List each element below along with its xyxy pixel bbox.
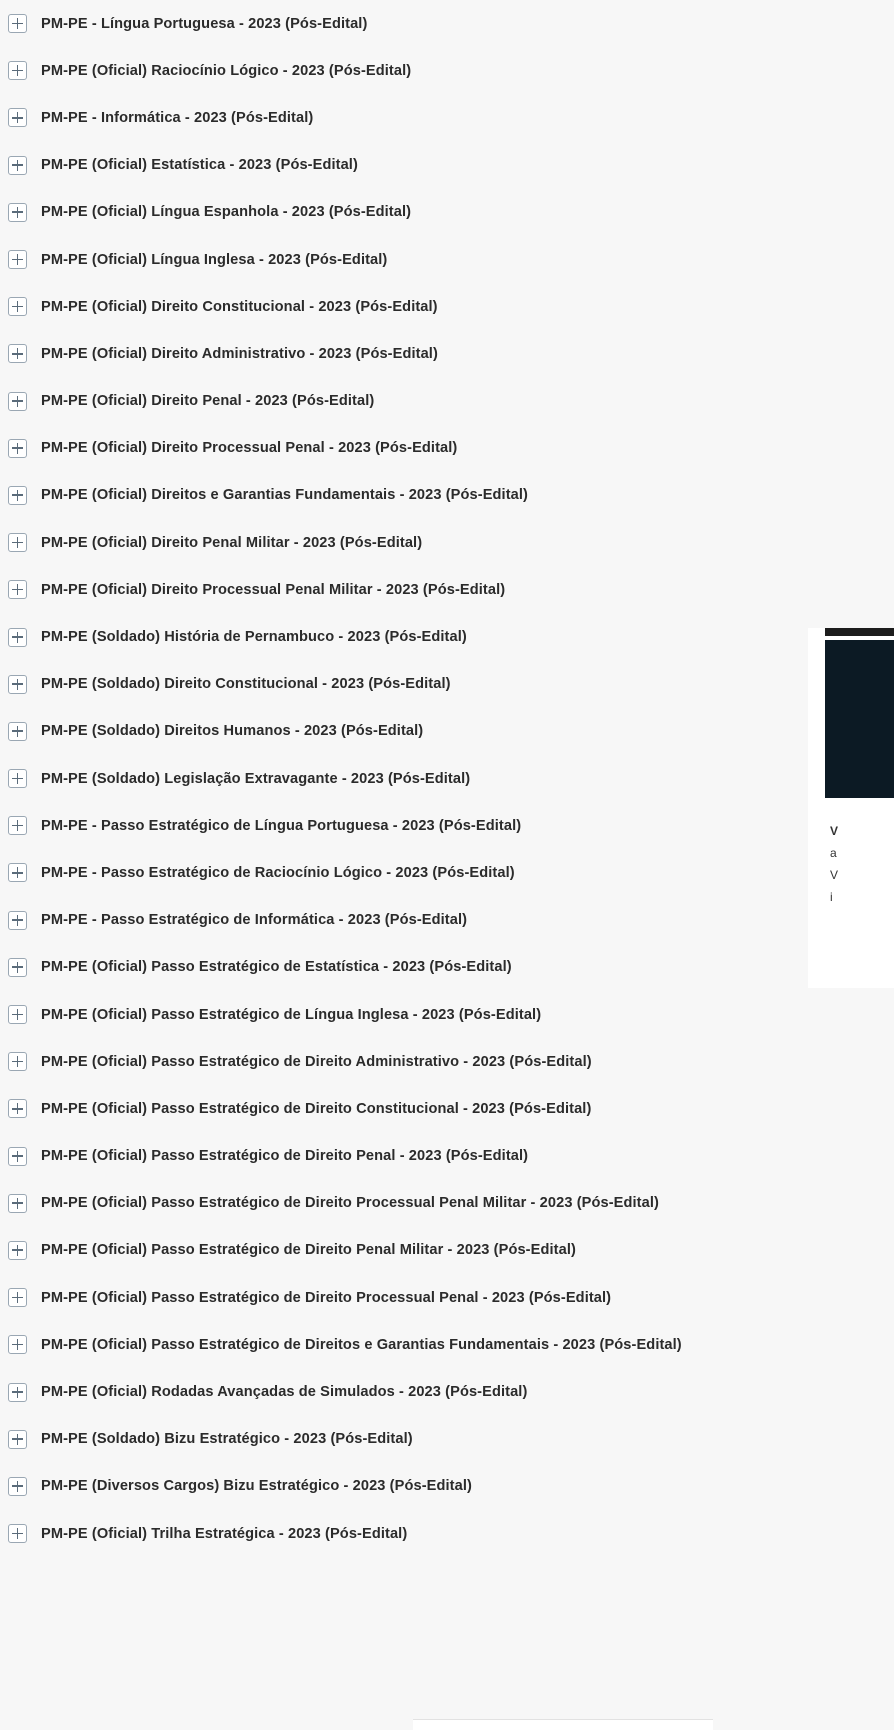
side-panel-line-b: a [830, 846, 837, 860]
list-item[interactable] [0, 802, 820, 849]
expand-plus-icon[interactable] [8, 297, 27, 316]
list-item[interactable] [0, 425, 820, 472]
course-title[interactable]: PM-PE (Oficial) Passo Estratégico de Direito Penal - 2023 (Pós-Edital) [41, 1148, 529, 1165]
list-item[interactable] [0, 1368, 820, 1415]
course-title[interactable]: PM-PE (Oficial) Raciocínio Lógico - 2023 (Pós-Edital) [41, 62, 412, 79]
expand-plus-icon[interactable] [8, 958, 27, 977]
list-item[interactable] [0, 755, 820, 802]
list-item[interactable] [0, 1510, 820, 1557]
course-title[interactable]: PM-PE - Passo Estratégico de Informática - 2023 (Pós-Edital) [41, 912, 468, 929]
expand-plus-icon[interactable] [8, 863, 27, 882]
course-title[interactable]: PM-PE (Oficial) Língua Inglesa - 2023 (Pós-Edital) [41, 251, 388, 268]
expand-plus-icon[interactable] [8, 1477, 27, 1496]
bottom-panel-edge [413, 1719, 713, 1730]
side-panel-thumbnail [825, 640, 894, 798]
list-item[interactable] [0, 519, 820, 566]
list-item[interactable] [0, 378, 820, 425]
course-title[interactable]: PM-PE (Oficial) Estatística - 2023 (Pós-Edital) [41, 157, 358, 174]
course-title[interactable]: PM-PE (Oficial) Passo Estratégico de Direito Processual Penal - 2023 (Pós-Edital) [41, 1289, 612, 1306]
course-title[interactable]: PM-PE - Passo Estratégico de Raciocínio Lógico - 2023 (Pós-Edital) [41, 864, 515, 881]
expand-plus-icon[interactable] [8, 580, 27, 599]
side-panel-line-c: V [830, 868, 839, 882]
course-title[interactable]: PM-PE (Soldado) Bizu Estratégico - 2023 (Pós-Edital) [41, 1431, 413, 1448]
expand-plus-icon[interactable] [8, 344, 27, 363]
list-item[interactable] [0, 189, 820, 236]
side-panel-line-d: i [830, 890, 833, 904]
expand-plus-icon[interactable] [8, 108, 27, 127]
list-item[interactable] [0, 330, 820, 377]
list-item[interactable] [0, 897, 820, 944]
list-item[interactable] [0, 1463, 820, 1510]
expand-plus-icon[interactable] [8, 628, 27, 647]
list-item[interactable] [0, 47, 820, 94]
course-title[interactable]: PM-PE (Oficial) Direitos e Garantias Fundamentais - 2023 (Pós-Edital) [41, 487, 528, 504]
expand-plus-icon[interactable] [8, 392, 27, 411]
list-item[interactable] [0, 944, 820, 991]
expand-plus-icon[interactable] [8, 1099, 27, 1118]
side-panel-sliver [808, 628, 894, 988]
expand-plus-icon[interactable] [8, 1147, 27, 1166]
course-title[interactable]: PM-PE (Oficial) Passo Estratégico de Direito Administrativo - 2023 (Pós-Edital) [41, 1053, 592, 1070]
list-item[interactable] [0, 472, 820, 519]
course-title[interactable]: PM-PE (Soldado) Direito Constitucional - 2023 (Pós-Edital) [41, 676, 451, 693]
course-title[interactable]: PM-PE (Oficial) Trilha Estratégica - 2023 (Pós-Edital) [41, 1525, 408, 1542]
side-panel-top-bar [825, 628, 894, 636]
expand-plus-icon[interactable] [8, 1288, 27, 1307]
course-title[interactable]: PM-PE (Diversos Cargos) Bizu Estratégico - 2023 (Pós-Edital) [41, 1478, 472, 1495]
list-item[interactable] [0, 0, 820, 47]
course-title[interactable]: PM-PE (Soldado) Direitos Humanos - 2023 (Pós-Edital) [41, 723, 424, 740]
list-item[interactable] [0, 613, 820, 660]
expand-plus-icon[interactable] [8, 675, 27, 694]
course-title[interactable]: PM-PE (Oficial) Direito Penal - 2023 (Pós-Edital) [41, 393, 375, 410]
expand-plus-icon[interactable] [8, 1241, 27, 1260]
expand-plus-icon[interactable] [8, 156, 27, 175]
course-title[interactable]: PM-PE (Oficial) Passo Estratégico de Estatística - 2023 (Pós-Edital) [41, 959, 512, 976]
list-item[interactable] [0, 1085, 820, 1132]
expand-plus-icon[interactable] [8, 1005, 27, 1024]
side-panel-line-a: V [830, 824, 839, 838]
course-title[interactable]: PM-PE (Soldado) Legislação Extravagante - 2023 (Pós-Edital) [41, 770, 471, 787]
course-title[interactable]: PM-PE (Oficial) Língua Espanhola - 2023 (Pós-Edital) [41, 204, 412, 221]
list-item[interactable] [0, 991, 820, 1038]
expand-plus-icon[interactable] [8, 1430, 27, 1449]
course-title[interactable]: PM-PE (Oficial) Direito Administrativo - 2023 (Pós-Edital) [41, 345, 438, 362]
list-item[interactable] [0, 236, 820, 283]
course-title[interactable]: PM-PE (Oficial) Passo Estratégico de Direito Constitucional - 2023 (Pós-Edital) [41, 1100, 592, 1117]
course-title[interactable]: PM-PE - Passo Estratégico de Língua Portuguesa - 2023 (Pós-Edital) [41, 817, 522, 834]
expand-plus-icon[interactable] [8, 533, 27, 552]
list-item[interactable] [0, 708, 820, 755]
list-item[interactable] [0, 849, 820, 896]
list-item[interactable] [0, 1180, 820, 1227]
list-item[interactable] [0, 1321, 820, 1368]
list-item[interactable] [0, 1227, 820, 1274]
list-item[interactable] [0, 283, 820, 330]
course-title[interactable]: PM-PE (Oficial) Passo Estratégico de Direitos e Garantias Fundamentais - 2023 (Pós-Edital) [41, 1336, 682, 1353]
expand-plus-icon[interactable] [8, 61, 27, 80]
list-item[interactable] [0, 566, 820, 613]
list-item[interactable] [0, 94, 820, 141]
course-title[interactable]: PM-PE (Oficial) Direito Penal Militar - 2023 (Pós-Edital) [41, 534, 423, 551]
course-title[interactable]: PM-PE (Oficial) Passo Estratégico de Direito Penal Militar - 2023 (Pós-Edital) [41, 1242, 576, 1259]
expand-plus-icon[interactable] [8, 1194, 27, 1213]
expand-plus-icon[interactable] [8, 439, 27, 458]
list-item[interactable] [0, 661, 820, 708]
list-item[interactable] [0, 1274, 820, 1321]
expand-plus-icon[interactable] [8, 1335, 27, 1354]
course-title[interactable]: PM-PE (Oficial) Rodadas Avançadas de Simulados - 2023 (Pós-Edital) [41, 1384, 528, 1401]
course-title[interactable]: PM-PE (Oficial) Passo Estratégico de Direito Processual Penal Militar - 2023 (Pós-Edital) [41, 1195, 659, 1212]
expand-plus-icon[interactable] [8, 1383, 27, 1402]
expand-plus-icon[interactable] [8, 14, 27, 33]
course-title[interactable]: PM-PE (Oficial) Passo Estratégico de Língua Inglesa - 2023 (Pós-Edital) [41, 1006, 542, 1023]
expand-plus-icon[interactable] [8, 722, 27, 741]
expand-plus-icon[interactable] [8, 911, 27, 930]
expand-plus-icon[interactable] [8, 1052, 27, 1071]
list-item[interactable] [0, 1416, 820, 1463]
expand-plus-icon[interactable] [8, 1524, 27, 1543]
course-title[interactable]: PM-PE (Soldado) História de Pernambuco - 2023 (Pós-Edital) [41, 629, 467, 646]
course-title[interactable]: PM-PE (Oficial) Direito Processual Penal Militar - 2023 (Pós-Edital) [41, 581, 506, 598]
course-title[interactable]: PM-PE - Língua Portuguesa - 2023 (Pós-Edital) [41, 15, 368, 32]
course-title[interactable]: PM-PE - Informática - 2023 (Pós-Edital) [41, 109, 314, 126]
expand-plus-icon[interactable] [8, 250, 27, 269]
course-title[interactable]: PM-PE (Oficial) Direito Constitucional - 2023 (Pós-Edital) [41, 298, 438, 315]
expand-plus-icon[interactable] [8, 203, 27, 222]
list-item[interactable] [0, 1133, 820, 1180]
expand-plus-icon[interactable] [8, 769, 27, 788]
expand-plus-icon[interactable] [8, 816, 27, 835]
course-title[interactable]: PM-PE (Oficial) Direito Processual Penal - 2023 (Pós-Edital) [41, 440, 458, 457]
expand-plus-icon[interactable] [8, 486, 27, 505]
list-item[interactable] [0, 142, 820, 189]
list-item[interactable] [0, 1038, 820, 1085]
